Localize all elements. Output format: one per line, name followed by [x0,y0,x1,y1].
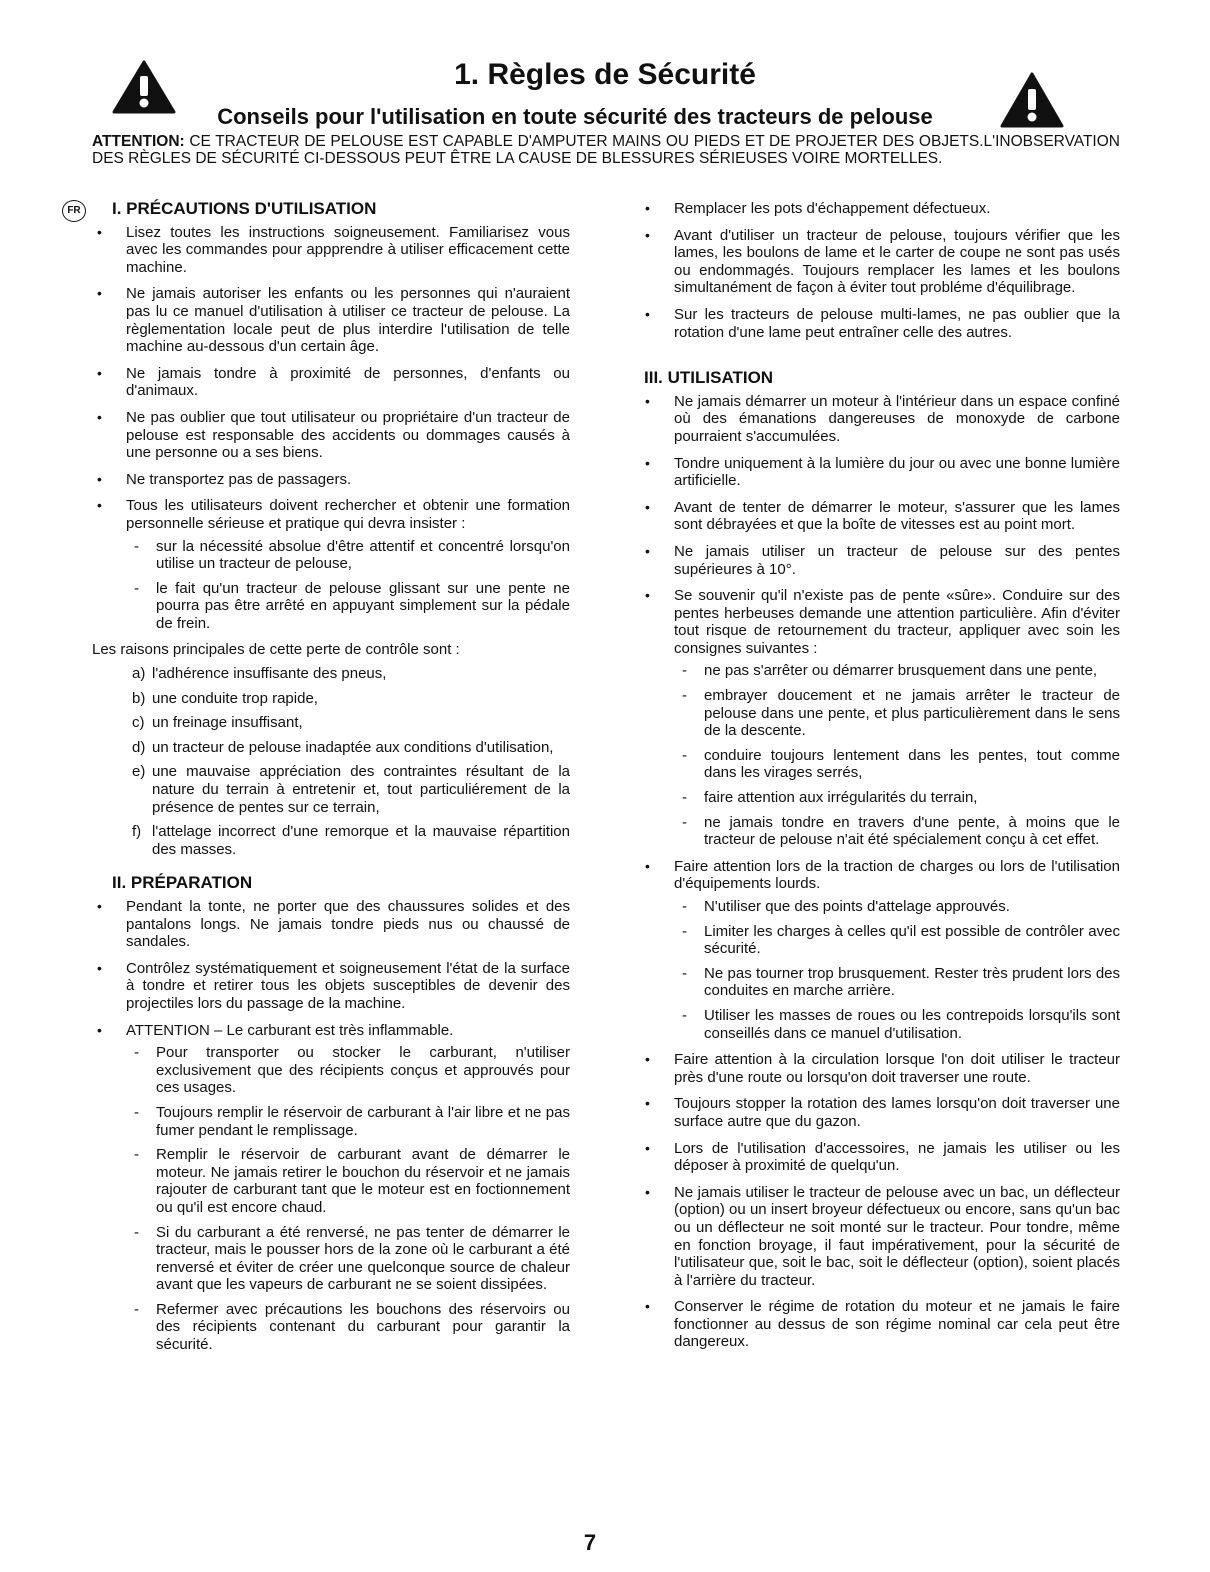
attention-text: CE TRACTEUR DE PELOUSE EST CAPABLE D'AMPUTER MAINS OU PIEDS ET DE PROJETER DES OBJETS.L'INOBSERVATION DES RÈGLES DE SÉCURITÉ CI-DESSOUS PEUT ÊTRE LA CAUSE DE BLESSURES SÉRIEUSES VOIRE MORTELLES. [92,133,1120,167]
item-text: une mauvaise appréciation des contraintes résultant de la nature du terrain à entretenir et, tout particuliérement de la présence de pentes sur ce terrain, [152,763,570,816]
list-item [640,587,1120,849]
right-column [640,200,1120,1360]
page-subtitle: Conseils pour l'utilisation en toute sécurité des tracteurs de pelouse [217,104,933,129]
utilisation-list [640,393,1120,1351]
attention-label: ATTENTION: [92,133,185,150]
item-letter: d) [132,738,146,756]
sub-list-item: - Refermer avec précautions les bouchons des réservoirs ou des récipients contenant du carburant pour garantir la sécurité. [126,1301,570,1354]
list-item: • Conserver le régime de rotation du moteur et ne jamais le faire fonctionner au dessus de son régime nominal car cela peut être dangereux. [640,1298,1120,1351]
training-sublist [126,538,570,633]
lettered-item [132,690,570,708]
sub-list-item: - faire attention aux irrégularités du terrain, [674,789,1120,807]
list-item [92,497,570,632]
list-item: • Contrôlez systématiquement et soigneusement l'état de la surface à tondre et retirer tous les objets susceptibles de devenir des projectiles lors du passage de la machine. [92,960,570,1013]
item-text: un tracteur de pelouse inadaptée aux conditions d'utilisation, [152,738,554,756]
section-heading-utilisation: III. UTILISATION [644,368,774,388]
item-letter: a) [132,665,146,683]
reasons-list [92,665,570,858]
item-letter: e) [132,763,146,781]
item-text: l'attelage incorrect d'une remorque et la mauvaise répartition des masses. [152,823,570,858]
sub-list-item: - conduire toujours lentement dans les pentes, tout comme dans les virages serrés, [674,747,1120,782]
list-item-text: ATTENTION – Le carburant est très inflammable. [126,1021,454,1039]
precautions-list [92,224,570,633]
item-text: une conduite trop rapide, [152,689,318,707]
sub-list-item: - Pour transporter ou stocker le carburant, n'utiliser exclusivement que des récipients conçus et approuvés pour ces usages. [126,1044,570,1097]
list-item: • Toujours stopper la rotation des lames lorsqu'on doit traverser une surface autre que du gazon. [640,1095,1120,1130]
list-item: • Ne jamais démarrer un moteur à l'intérieur dans un espace confiné où des émanations dangereuses de monoxyde de carbone pourraient s'accumulées. [640,393,1120,446]
sub-list-item: - sur la nécessité absolue d'être attentif et concentré lorsqu'on utilise un tracteur de pelouse, [126,538,570,573]
attention-notice [92,133,1120,167]
item-letter: b) [132,689,146,707]
page-number: 7 [583,1530,597,1555]
list-item: • Tondre uniquement à la lumière du jour ou avec une bonne lumière artificielle. [640,455,1120,490]
list-item: • Avant d'utiliser un tracteur de pelouse, toujours vérifier que les lames, les boulons de lame et le carter de coupe ne sont pas usés ou endommagés. Toujours remplacer les lames et les boulons simultanément de façon à éviter tout probléme d'équilibrage. [640,227,1120,297]
list-item: • Lors de l'utilisation d'accessoires, ne jamais les utiliser ou les déposer à proximité de quelqu'un. [640,1140,1120,1175]
load-sublist [674,898,1120,1042]
list-item: • Ne jamais tondre à proximité de personnes, d'enfants ou d'animaux. [92,365,570,400]
sub-list-item: - Toujours remplir le réservoir de carburant à l'air libre et ne pas fumer pendant le remplissage. [126,1104,570,1139]
list-item: • Avant de tenter de démarrer le moteur, s'assurer que les lames sont débrayées et que la boîte de vitesses est au point mort. [640,499,1120,534]
list-item: • Lisez toutes les instructions soigneusement. Familiarisez vous avec les commandes pour appprendre à utiliser efficacement cette machine. [92,224,570,277]
preparation-list-continued [640,200,1120,341]
lettered-item [132,665,570,683]
list-item-text: Se souvenir qu'il n'existe pas de pente «sûre». Conduire sur des pentes herbeuses demande une attention particulière. Afin d'éviter tout risque de retournement du tracteur, appliquer avec soin les consignes suivantes : [674,587,1120,657]
item-letter: c) [132,714,145,732]
list-item: • Faire attention à la circulation lorsque l'on doit utiliser le tracteur près d'une route ou lorsqu'on doit traverser une route. [640,1051,1120,1086]
lettered-item [132,739,570,757]
list-item [92,1022,570,1354]
sub-list-item: - Limiter les charges à celles qu'il est possible de contrôler avec sécurité. [674,923,1120,958]
item-letter: f) [132,823,142,841]
sub-list-item: - Remplir le réservoir de carburant avant de démarrer le moteur. Ne jamais retirer le bouchon du réservoir et ne jamais rajouter de carburant tant que le moteur est en foctionnement ou qu'il est encore chaud. [126,1146,570,1216]
section-heading-precautions [67,199,570,218]
sub-list-item: - Ne pas tourner trop brusquement. Rester très prudent lors des conduites en marche arrière. [674,965,1120,1000]
reasons-intro: Les raisons principales de cette perte de contrôle sont : [92,641,460,659]
sub-list-item: - Si du carburant a été renversé, ne pas tenter de démarrer le tracteur, mais le pousser hors de la zone où le carburant a été renversé et éviter de créer une quelconque source de chaleur avant que les vapeurs de carburant ne se soient dissipées. [126,1224,570,1294]
page-title: 1. Règles de Sécurité [454,58,756,91]
list-item: • Ne jamais utiliser le tracteur de pelouse avec un bac, un déflecteur (option) ou un insert broyeur défectueux ou encore, sans qu'un bac ou un déflecteur ne soit monté sur le tracteur. Pour tondre, même en fonction broyage, il faut impérativement, pour la sécurité de l'utilisateur que, soit le bac, soit le déflecteur (option), soient placés à l'arrière du tracteur. [640,1184,1120,1290]
list-item-text: Tous les utilisateurs doivent rechercher et obtenir une formation personnelle sérieuse et pratique qui devra insister : [126,497,570,532]
list-item: • Ne jamais autoriser les enfants ou les personnes qui n'auraient pas lu ce manuel d'utilisation à utiliser ce tracteur de pelouse. La règlementation locale peut de plus interdire l'utilisation de telle machine au-dessous d'un certain âge. [92,285,570,355]
fuel-sublist [126,1044,570,1354]
list-item: • Pendant la tonte, ne porter que des chaussures solides et des pantalons longs. Ne jamais tondre pieds nus ou chaussé de sandales. [92,898,570,951]
lettered-item [132,714,570,732]
section-heading-preparation: II. PRÉPARATION [112,873,253,893]
sub-list-item: - N'utiliser que des points d'attelage approuvés. [674,898,1120,916]
item-text: un freinage insuffisant, [152,714,303,732]
section-title: I. PRÉCAUTIONS D'UTILISATION [112,199,377,218]
sub-list-item: - embrayer doucement et ne jamais arrêter le tracteur de pelouse dans une pente, et plus particulièrement dans le sens de la descente. [674,687,1120,740]
slope-sublist [674,662,1120,848]
lettered-item [132,823,570,858]
list-item: • Ne pas oublier que tout utilisateur ou propriétaire d'un tracteur de pelouse est responsable des accidents ou dommages causés à une personne ou a ses biens. [92,409,570,462]
sub-list-item: - Utiliser les masses de roues ou les contrepoids lorsqu'ils sont conseillés dans ce manuel d'utilisation. [674,1007,1120,1042]
sub-list-item: - le fait qu'un tracteur de pelouse glissant sur une pente ne pourra pas être arrêté en appuyant simplement sur la pédale de frein. [126,580,570,633]
item-text: l'adhérence insuffisante des pneus, [152,665,387,683]
list-item-text: Faire attention lors de la traction de charges ou lors de l'utilisation d'équipements lourds. [674,857,1120,893]
fr-language-icon: FR [62,200,86,222]
list-item: • Sur les tracteurs de pelouse multi-lames, ne pas oublier que la rotation d'une lame peut entraîner celle des autres. [640,306,1120,341]
sub-list-item: - ne jamais tondre en travers d'une pente, à moins que le tracteur de pelouse n'ait été spécialement conçu à cet effet. [674,814,1120,849]
list-item: • Remplacer les pots d'échappement défectueux. [640,200,1120,218]
list-item: • Ne transportez pas de passagers. [92,471,570,489]
preparation-list [92,898,570,1354]
left-column [67,199,570,1363]
list-item [640,858,1120,1042]
lettered-item [132,763,570,816]
list-item: • Ne jamais utiliser un tracteur de pelouse sur des pentes supérieures à 10°. [640,543,1120,578]
sub-list-item: - ne pas s'arrêter ou démarrer brusquement dans une pente, [674,662,1120,680]
